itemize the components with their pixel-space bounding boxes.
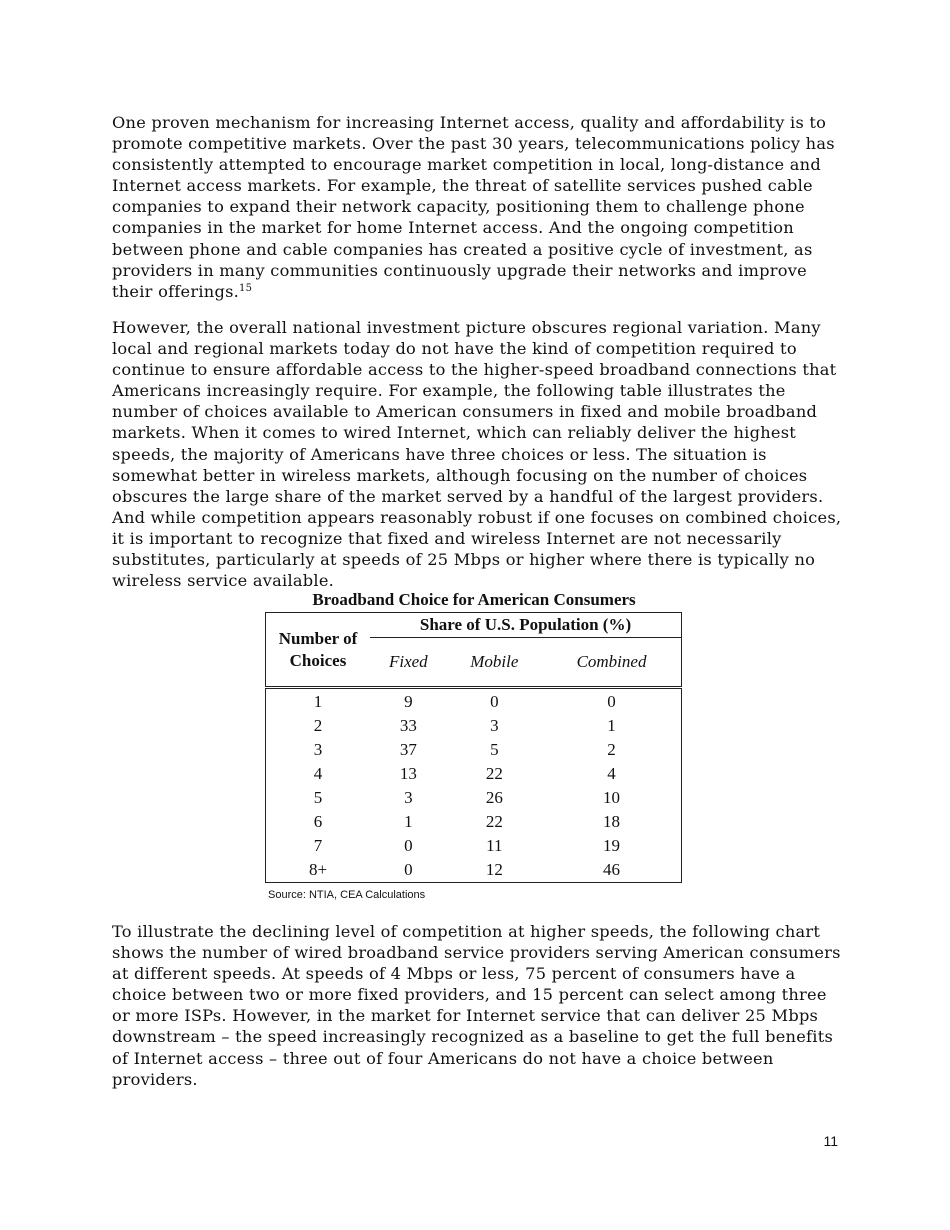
table-row	[266, 738, 682, 762]
cell-combined: 10	[603, 788, 620, 807]
header-line-2: Choices	[289, 650, 347, 670]
paragraph-declining-competition: To illustrate the declining level of competition at higher speeds, the following chart shows the number of wired broadband service providers serving American consumers at different speeds. At speeds of 4 Mbps or less, 75 percent of consumers have a choice between two or more fixed providers, and 15 percent can select among three or more ISPs. However, in the market for Internet service that can deliver 25 Mbps downstream – the speed increasingly recognized as a baseline to get the full benefits of Internet access – three out of four Americans do not have a choice between providers.	[112, 922, 841, 1089]
cell-fixed: 13	[399, 764, 417, 783]
cell-mobile: 3	[490, 716, 499, 735]
cell-mobile: 22	[485, 764, 503, 783]
cell-mobile: 0	[490, 692, 499, 711]
cell-fixed: 37	[399, 740, 417, 759]
cell-combined: 19	[603, 836, 620, 855]
cell-combined: 1	[607, 716, 616, 735]
cell-combined: 46	[603, 860, 620, 879]
cell-choices: 1	[313, 692, 323, 711]
table-row	[266, 834, 682, 858]
column-header-combined: Combined	[542, 638, 681, 688]
cell-fixed: 0	[404, 860, 413, 879]
cell-fixed: 9	[404, 692, 413, 711]
cell-combined: 2	[607, 740, 616, 759]
cell-fixed: 1	[404, 812, 413, 831]
table-row	[266, 688, 682, 715]
table-row	[266, 786, 682, 810]
share-of-population-header: Share of U.S. Population (%)	[370, 613, 682, 638]
cell-mobile: 26	[485, 788, 503, 807]
cell-mobile: 22	[485, 812, 503, 831]
cell-choices: 3	[313, 740, 323, 759]
footnote-ref[interactable]: 15	[239, 282, 253, 294]
table-row	[266, 810, 682, 834]
cell-mobile: 11	[486, 836, 503, 855]
cell-choices: 7	[313, 836, 323, 855]
broadband-choice-table	[265, 612, 682, 883]
paragraph-regional-variation: However, the overall national investment picture obscures regional variation. Many local and regional markets today do not have the kind of competition required to continue to ensure affordable access to the higher-speed broadband connections that Americans increasingly require. For example, the following table illustrates the number of choices available to American consumers in fixed and mobile broadband markets. When it comes to wired Internet, which can reliably deliver the highest speeds, the majority of Americans have three choices or less. The situation is somewhat better in wireless markets, although focusing on the number of choices obscures the large share of the market served by a handful of the largest providers. And while competition appears reasonably robust if one focuses on combined choices, it is important to recognize that fixed and wireless Internet are not necessarily substitutes, particularly at speeds of 25 Mbps or higher where there is typically no wireless service available.	[112, 318, 842, 591]
page-number: 11	[823, 1133, 838, 1149]
number-of-choices-header	[266, 613, 371, 688]
cell-combined: 4	[607, 764, 616, 783]
cell-fixed: 3	[404, 788, 413, 807]
cell-choices: 8+	[308, 860, 328, 879]
header-line-1: Number of	[278, 628, 358, 648]
cell-mobile: 12	[485, 860, 503, 879]
cell-choices: 6	[313, 812, 323, 831]
cell-choices: 4	[313, 764, 323, 783]
cell-mobile: 5	[490, 740, 499, 759]
cell-choices: 2	[313, 716, 323, 735]
table-row	[266, 714, 682, 738]
table-title: Broadband Choice for American Consumers	[312, 590, 636, 609]
cell-fixed: 33	[399, 716, 417, 735]
column-header-mobile: Mobile	[447, 638, 542, 688]
paragraph-competition-mechanism	[112, 112, 842, 302]
table-row	[266, 858, 682, 883]
cell-combined: 0	[607, 692, 616, 711]
cell-combined: 18	[603, 812, 620, 831]
column-header-fixed: Fixed	[370, 638, 447, 688]
table-row	[266, 762, 682, 786]
cell-choices: 5	[313, 788, 323, 807]
paragraph-text: One proven mechanism for increasing Internet access, quality and affordability is to promote competitive markets. Over the past 30 years, telecommunications policy has consistently attempted to encourage market competition in local, long-distance and Internet access markets. For example, the threat of satellite services pushed cable companies to expand their network capacity, positioning them to challenge phone companies in the market for home Internet access. And the ongoing competition between phone and cable companies has created a positive cycle of investment, as providers in many communities continuously upgrade their networks and improve their offerings.	[112, 113, 835, 301]
table-source-note: Source: NTIA, CEA Calculations	[268, 889, 426, 901]
cell-fixed: 0	[404, 836, 413, 855]
